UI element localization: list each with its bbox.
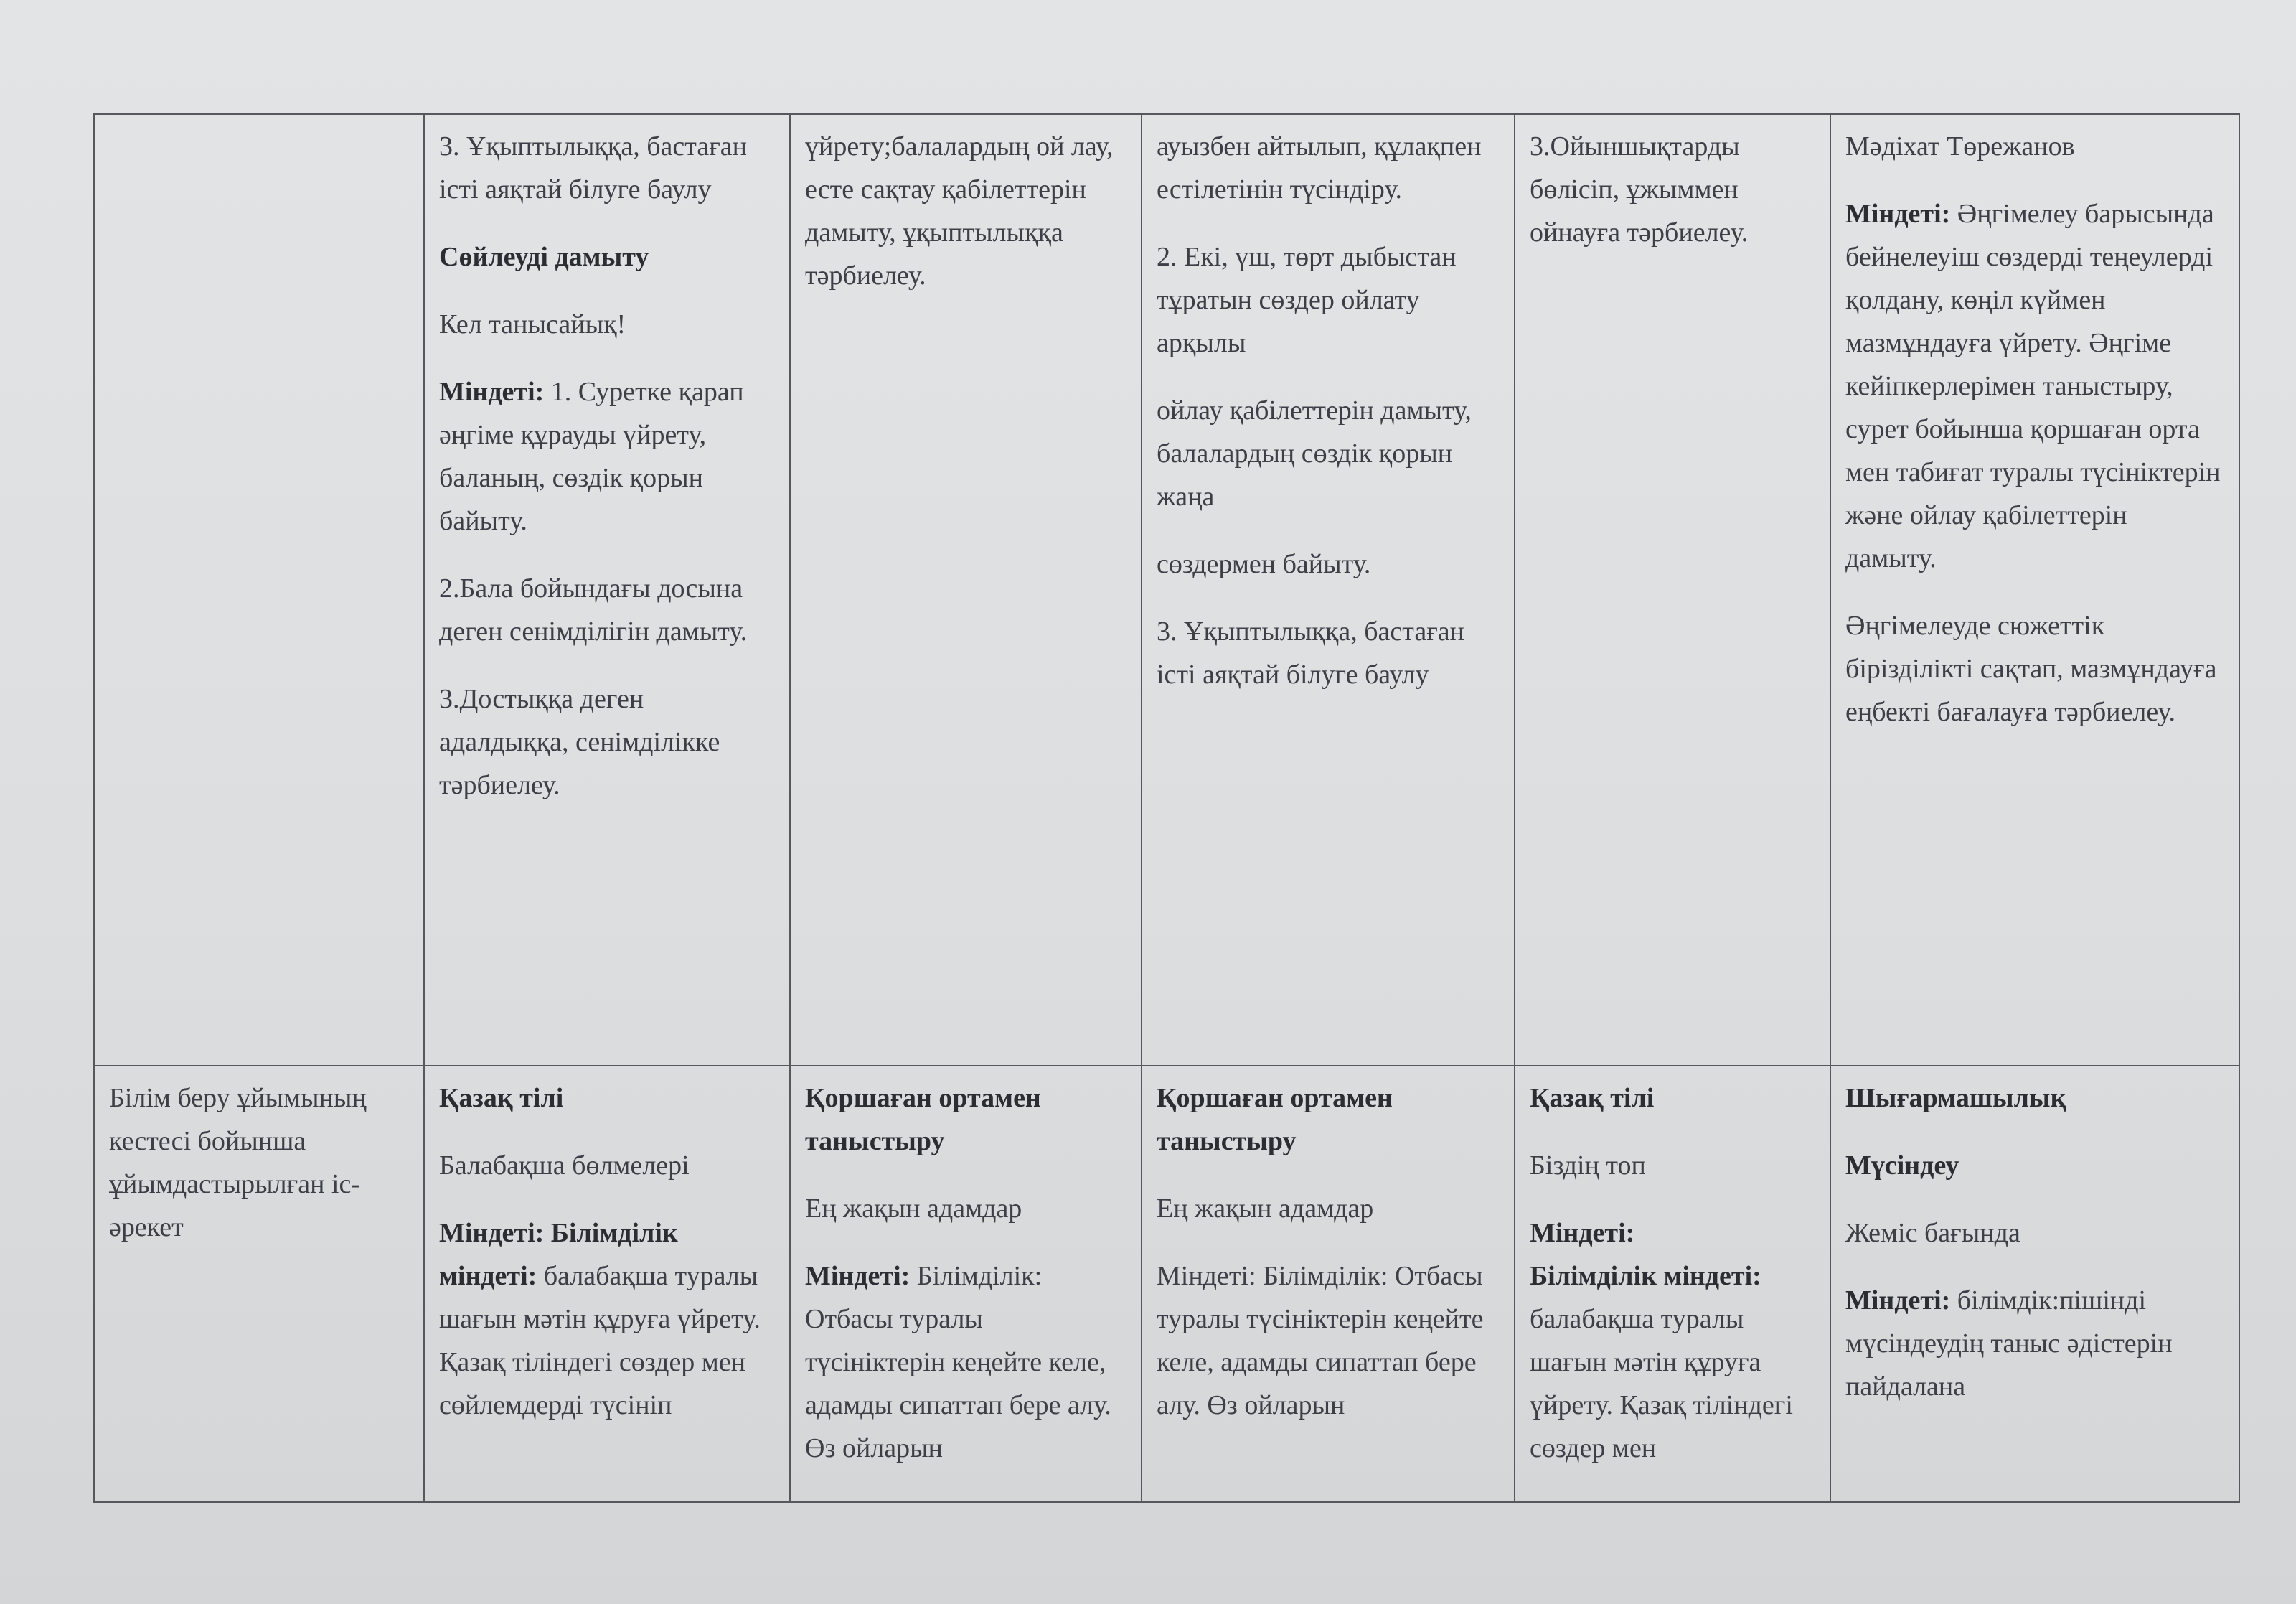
task-paragraph (1845, 192, 2224, 580)
subject-title: Қазақ тілі (439, 1083, 564, 1113)
table-cell (790, 1066, 1142, 1502)
task-label: Міндеті: (1530, 1218, 1635, 1248)
topic-title: Біздің топ (1530, 1150, 1646, 1181)
cell-text: 2. Екі, үш, төрт дыбыстан тұратын сөздер ойлату арқылы (1157, 242, 1457, 358)
cell-heading: Сөйлеуді дамыту (439, 242, 649, 272)
table-cell (424, 114, 790, 1066)
table-cell (1142, 1066, 1515, 1502)
task-text: 1. Суретке қарап әңгіме құрауды үйрету, баланың, сөздік қорын байыту. (439, 377, 744, 536)
subject-title: Шығармашылық (1845, 1083, 2066, 1113)
table-cell (1515, 1066, 1830, 1502)
table-cell-empty (94, 114, 424, 1066)
table-cell (1830, 1066, 2239, 1502)
subject-title: Қазақ тілі (1530, 1083, 1655, 1113)
task-label: Міндеті: (1845, 199, 1951, 229)
topic-title: Жеміс бағында (1845, 1218, 2020, 1248)
cell-text: ойлау қабілеттерін дамыту, балалардың сөздік қорын жаңа (1157, 395, 1472, 512)
topic-title: Ең жақын адамдар (1157, 1193, 1374, 1224)
schedule-table (93, 113, 2240, 1503)
cell-text: үйрету;балалардың ой лау, есте сақтау қабілеттерін дамыту, ұқыптылыққа тәрбиелеу. (805, 131, 1114, 291)
task-label: Міндеті: Білімділік міндеті: (439, 1218, 678, 1291)
task-paragraph (439, 1211, 775, 1427)
topic-title: Балабақша бөлмелері (439, 1150, 690, 1181)
table-row (94, 1066, 2239, 1502)
task-text: білімдік:пішінді мүсіндеудің таныс әдістерін пайдалана (1845, 1285, 2173, 1402)
table-cell (424, 1066, 790, 1502)
task-sublabel: Білімділік міндеті: (1530, 1261, 1761, 1291)
task-paragraph (1845, 1279, 2224, 1408)
cell-text: Әңгімелеуде сюжеттік бірізділікті сақтап, мазмұндауға еңбекті бағалауға тәрбиелеу. (1845, 611, 2217, 727)
task-label: Міндеті: (439, 377, 545, 407)
topic-title: Ең жақын адамдар (805, 1193, 1022, 1224)
table-cell (1142, 114, 1515, 1066)
task-text: Міндеті: Білімділік: Отбасы туралы түсініктерін кеңейте келе, адамды сипаттап бере алу. Өз ойларын (1157, 1261, 1484, 1420)
cell-text: 3. Ұқыптылыққа, бастаған істі аяқтай білуге баулу (439, 131, 747, 205)
cell-text: ауызбен айтылып, құлақпен естілетінін түсіндіру. (1157, 131, 1482, 205)
row-label: Білім беру ұйымының кестесі бойынша ұйымдастырылған іс-әрекет (109, 1083, 367, 1242)
subject-subtitle: Мүсіндеу (1845, 1150, 1959, 1181)
cell-author: Мәдіхат Төрежанов (1845, 131, 2075, 161)
task-label: Міндеті: (805, 1261, 911, 1291)
task-paragraph (1530, 1211, 1815, 1470)
cell-text: 3. Ұқыптылыққа, бастаған істі аяқтай білуге баулу (1157, 616, 1464, 690)
subject-title: Қоршаған ортамен таныстыру (1157, 1083, 1393, 1156)
task-text: Білімділік: Отбасы туралы түсініктерін кеңейте келе, адамды сипаттап бере алу. Өз ойларын (805, 1261, 1111, 1463)
table-cell (1830, 114, 2239, 1066)
table-cell (1515, 114, 1830, 1066)
cell-text: сөздермен байыту. (1157, 549, 1371, 579)
cell-text: 2.Бала бойындағы досына деген сенімділігін дамыту. (439, 573, 748, 647)
task-label: Міндеті: (1845, 1285, 1951, 1315)
cell-subtitle: Кел танысайық! (439, 309, 626, 339)
cell-text: 3.Достыққа деген адалдыққа, сенімділікке тәрбиелеу. (439, 684, 720, 800)
task-text: балабақша туралы шағын мәтін құруға үйрету. Қазақ тіліндегі сөздер мен сөйлемдерді түсініп (439, 1261, 761, 1420)
subject-title: Қоршаған ортамен таныстыру (805, 1083, 1041, 1156)
cell-text: 3.Ойыншықтарды бөлісіп, ұжыммен ойнауға тәрбиелеу. (1530, 131, 1749, 248)
task-text: Әңгімелеу барысында бейнелеуіш сөздерді теңеулерді қолдану, көңіл күймен мазмұндауға үйрету. Әңгіме кейіпкерлерімен таныстыру, сурет бойынша қоршаған орта мен табиғат туралы түсініктерін және ойлау қабілеттерін дамыту. (1845, 199, 2221, 573)
task-paragraph (439, 370, 775, 543)
table-row (94, 114, 2239, 1066)
task-paragraph (805, 1254, 1126, 1470)
table-cell (790, 114, 1142, 1066)
task-text: балабақша туралы шағын мәтін құруға үйрету. Қазақ тіліндегі сөздер мен (1530, 1304, 1793, 1463)
table-cell (94, 1066, 424, 1502)
